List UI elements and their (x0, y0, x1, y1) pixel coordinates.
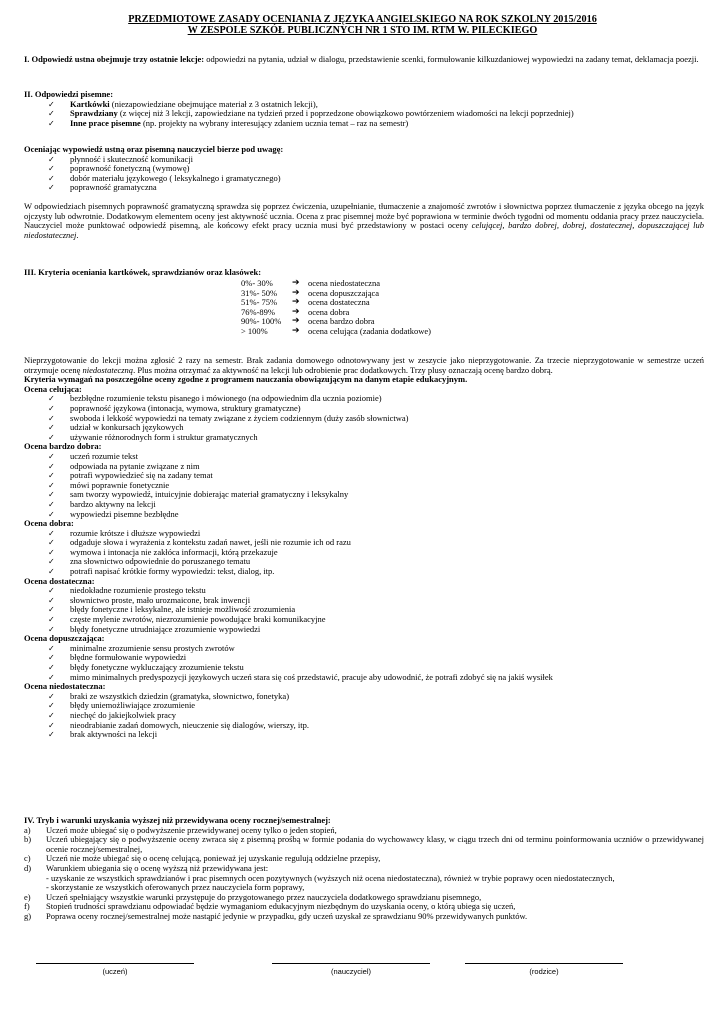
list-item: ✓ uczeń rozumie tekst (24, 452, 704, 462)
list-item: f) Stopień trudności sprawdzianu odpowiadać będzie wymaganiom edukacyjnym niezbędnym do uzyskania oceny, o którą ubiega się uczeń, (24, 901, 516, 912)
level-title: Ocena bardzo dobra: (24, 441, 102, 452)
list-item: c) Uczeń nie może ubiegać się o ocenę celującą, ponieważ jej uzyskanie regulują oddzielne przepisy, (24, 853, 381, 864)
criteria-heading: Oceniając wypowiedź ustną oraz pisemną nauczyciel bierze pod uwagę: (24, 144, 284, 154)
list-item: ✓ słownictwo proste, mało urozmaicone, brak inwencji (24, 596, 704, 606)
list-item: ✓ brak aktywności na lekcji (24, 730, 704, 740)
list-item: ✓ zna słownictwo odpowiednie do poruszanego tematu (24, 557, 704, 567)
section-oral (24, 55, 704, 65)
requirements-heading: Kryteria wymagań na poszczególne oceny zgodne z programem nauczania obowiązującym na danym etapie edukacyjnym. (24, 374, 468, 385)
level-title: Ocena dostateczna: (24, 575, 95, 586)
list-item: ✓ niechęć do jakiejkolwiek pracy (24, 711, 704, 721)
list-item: ✓ błędy fonetyczne i leksykalne, ale istnieje możliwość zrozumienia (24, 605, 704, 615)
list-item: g) Poprawa oceny rocznej/semestralnej może nastąpić jedynie w przypadku, gdy uczeń uzyskał ze sprawdzianu 90% przewidywanych punktów. (24, 910, 528, 921)
level-title: Ocena dopuszczająca: (24, 633, 105, 644)
list-item: ✓ poprawność fonetyczną (wymowę) (24, 164, 704, 174)
level-title: Ocena dobra: (24, 518, 74, 529)
list-item: ✓ błędy fonetyczne wykluczający zrozumienie tekstu (24, 663, 704, 673)
arrow-right-icon: ➔ (292, 287, 300, 298)
list-item: ✓ niedokładne rozumienie prostego tekstu (24, 586, 704, 596)
section-oral-text: odpowiedzi na pytania, udział w dialogu, przedstawienie scenki, formułowanie kilkuzdaniowej wypowiedzi na zadany temat, deklamacja poezji. (204, 54, 699, 64)
section-preparation (24, 356, 704, 740)
signature-label: (nauczyciel) (330, 967, 371, 976)
list-item: ✓ poprawność językowa (intonacja, wymowa, struktury gramatyczne) (24, 404, 704, 414)
list-item: ✓ odgaduje słowa i wyrażenia z kontekstu zadań nawet, jeśli nie rozumie ich od razu (24, 538, 704, 548)
list-item: ✓ udział w konkursach językowych (24, 423, 704, 433)
signature-teacher (272, 963, 430, 983)
signature-student (36, 963, 194, 983)
list-item: ✓ bardzo aktywny na lekcji (24, 500, 704, 510)
list-item: - skorzystanie ze wszystkich oferowanych przez nauczyciela form poprawy, (46, 882, 305, 893)
list-item: ✓ wypowiedzi pisemne bezbłędne (24, 510, 704, 520)
list-item: - uzyskanie ze wszystkich sprawdzianów i prac pisemnych ocen pozytywnych (wyższych niż ocena niedostateczna), również w trybie poprawy ocen niedostatecznych, (46, 872, 615, 883)
section-grading-scale-heading: III. Kryteria oceniania kartkówek, sprawdzianów oraz klasówek: (24, 267, 262, 277)
list-item: ✓ błędy uniemożliwiające zrozumienie (24, 701, 704, 711)
list-item: ✓ Inne prace pisemne (np. projekty na wybrany interesujący zdaniem ucznia temat – raz na semestr) (24, 119, 704, 129)
grading-scale (241, 279, 541, 337)
list-item: ✓ błędne formułowanie wypowiedzi (24, 653, 704, 663)
list-item: ✓ bezbłędne rozumienie tekstu pisanego i mówionego (na odpowiednim dla ucznia poziomie) (24, 394, 704, 404)
level-title: Ocena celująca: (24, 383, 82, 394)
list-item: ✓ nieodrabianie zadań domowych, nieuczenie się dialogów, wierszy, itp. (24, 721, 704, 731)
list-item: ✓ rozumie krótsze i dłuższe wypowiedzi (24, 529, 704, 539)
section-written (24, 90, 704, 128)
grade-row: 31%- 50% ➔ ocena dopuszczająca (241, 287, 380, 298)
list-item: ✓ braki ze wszystkich dziedzin (gramatyka, słownictwo, fonetyka) (24, 692, 704, 702)
grade-row: 90%- 100% ➔ ocena bardzo dobra (241, 316, 375, 327)
arrow-right-icon: ➔ (292, 325, 300, 336)
section-oral-heading: I. Odpowiedź ustna obejmuje trzy ostatnie lekcje: (24, 54, 205, 64)
level-title: Ocena niedostateczna: (24, 681, 106, 692)
list-item: ✓ Sprawdziany (z więcej niż 3 lekcji, zapowiedziane na tydzień przed i poprzedzone obowiązkowo powtórzeniem wiadomości na lekcji poprzedniej) (24, 109, 704, 119)
signature-label: (uczeń) (102, 967, 128, 976)
list-item: b) Uczeń ubiegający się o podwyższenie oceny zwraca się z pisemną prośbą w formie podania do wychowawcy klasy, w ciągu trzech dni od terminu poinformowania uczniów o przewidywanej ocenie rocznej/semestralnej, (24, 834, 704, 854)
list-item: ✓ dobór materiału językowego ( leksykalnego i gramatycznego) (24, 174, 704, 184)
list-item: ✓ odpowiada na pytanie związane z nim (24, 462, 704, 472)
signature-line (36, 963, 194, 964)
list-item: ✓ poprawność gramatyczna (24, 183, 704, 193)
section-written-heading: II. Odpowiedzi pisemne: (24, 89, 114, 99)
signature-label: (rodzice) (529, 967, 559, 976)
grade-row: > 100% ➔ ocena celująca (zadania dodatkowe) (241, 325, 431, 336)
signature-line (272, 963, 430, 964)
section-higher-grade (24, 816, 704, 922)
grade-row: 51%- 75% ➔ ocena dostateczna (241, 297, 370, 308)
list-item: ✓ mimo minimalnych predyspozycji językowych uczeń stara się coś przedstawić, pracuje aby udowodnić, że potrafi zdobyć się na jakiś wysiłek (24, 673, 704, 683)
document-title (0, 14, 725, 36)
preparation-paragraph: Nieprzygotowanie do lekcji można zgłosić 2 razy na semestr. Brak zadania domowego odnotowywany jest w zeszycie jako nieprzygotowanie. Za trzecie nieprzygotowanie w semestrze uczeń otrzymuje ocenę niedostateczną. Plus można otrzymać za aktywność na lekcji lub odrobienie prac dodatkowych. Trzy plusy oznaczają ocenę bardzo dobrą. (24, 355, 704, 375)
list-item: ✓ częste mylenie zwrotów, niezrozumienie powodujące braki komunikacyjne (24, 615, 704, 625)
list-item: d) Warunkiem ubiegania się o ocenę wyższą niż przewidywana jest: (24, 862, 269, 873)
list-item: ✓ używanie różnorodnych form i struktur gramatycznych (24, 433, 704, 443)
list-item: a) Uczeń może ubiegać się o podwyższenie przewidywanej oceny tylko o jeden stopień, (24, 824, 337, 835)
arrow-right-icon: ➔ (292, 316, 300, 327)
arrow-right-icon: ➔ (292, 278, 300, 288)
list-item: ✓ płynność i skuteczność komunikacji (24, 155, 704, 165)
higher-grade-heading: IV. Tryb i warunki uzyskania wyższej niż przewidywana oceny rocznej/semestralnej: (24, 815, 331, 825)
list-item: ✓ potrafi wypowiedzieć się na zadany temat (24, 471, 704, 481)
list-item: ✓ minimalne zrozumienie sensu prostych zwrotów (24, 644, 704, 654)
section-assessment-criteria (24, 145, 704, 240)
list-item: ✓ mówi poprawnie fonetycznie (24, 481, 704, 491)
grade-row: 0%- 30% ➔ ocena niedostateczna (241, 278, 380, 288)
list-item: ✓ potrafi napisać krótkie formy wypowiedzi: tekst, dialog, itp. (24, 567, 704, 577)
list-item: ✓ swoboda i lekkość wypowiedzi na tematy związane z życiem codziennym (duży zasób słownictwa) (24, 414, 704, 424)
arrow-right-icon: ➔ (292, 297, 300, 308)
arrow-right-icon: ➔ (292, 306, 300, 317)
list-item: ✓ błędy fonetyczne utrudniające zrozumienie wypowiedzi (24, 625, 704, 635)
written-answers-paragraph: W odpowiedziach pisemnych poprawność gramatyczną sprawdza się poprzez ćwiczenia, uzupełnianie, tłumaczenie a znajomość zwrotów i słownictwa poprzez tłumaczenie z języka obcego na język ojczysty lub odwrotnie. Dodatkowym elementem oceny jest aktywność ucznia. Ocena z prac pisemnej może być poprawiona w terminie dwóch tygodni od momentu oddania pracy przez nauczyciela. Nauczyciel może punktować odpowiedź pisemną, ale końcowy efekt pracy ucznia musi być przedstawiony w postaci oceny celującej, bardzo dobrej, dobrej, dostatecznej, dopuszczającej lub niedostatecznej. (24, 200, 704, 240)
title-line-1: PRZEDMIOTOWE ZASADY OCENIANIA Z JĘZYKA ANGIELSKIEGO NA ROK SZKOLNY 2015/2016 (128, 14, 597, 25)
grade-row: 76%-89% ➔ ocena dobra (241, 306, 350, 317)
list-item: ✓ wymowa i intonacja nie zakłóca informacji, którą przekazuje (24, 548, 704, 558)
list-item: ✓ Kartkówki (niezapowiedziane obejmujące materiał z 3 ostatnich lekcji), (24, 100, 704, 110)
signature-parent (465, 963, 623, 983)
title-line-2: W ZESPOLE SZKÓŁ PUBLICZNYCH NR 1 STO IM. RTM W. PILECKIEGO (187, 25, 538, 36)
signature-line (465, 963, 623, 964)
list-item: ✓ sam tworzy wypowiedź, intuicyjnie dobierając materiał gramatyczny i leksykalny (24, 490, 704, 500)
list-item: e) Uczeń spełniający wszystkie warunki przystępuje do przygotowanego przez nauczyciela dodatkowego sprawdzianu pisemnego, (24, 891, 482, 902)
